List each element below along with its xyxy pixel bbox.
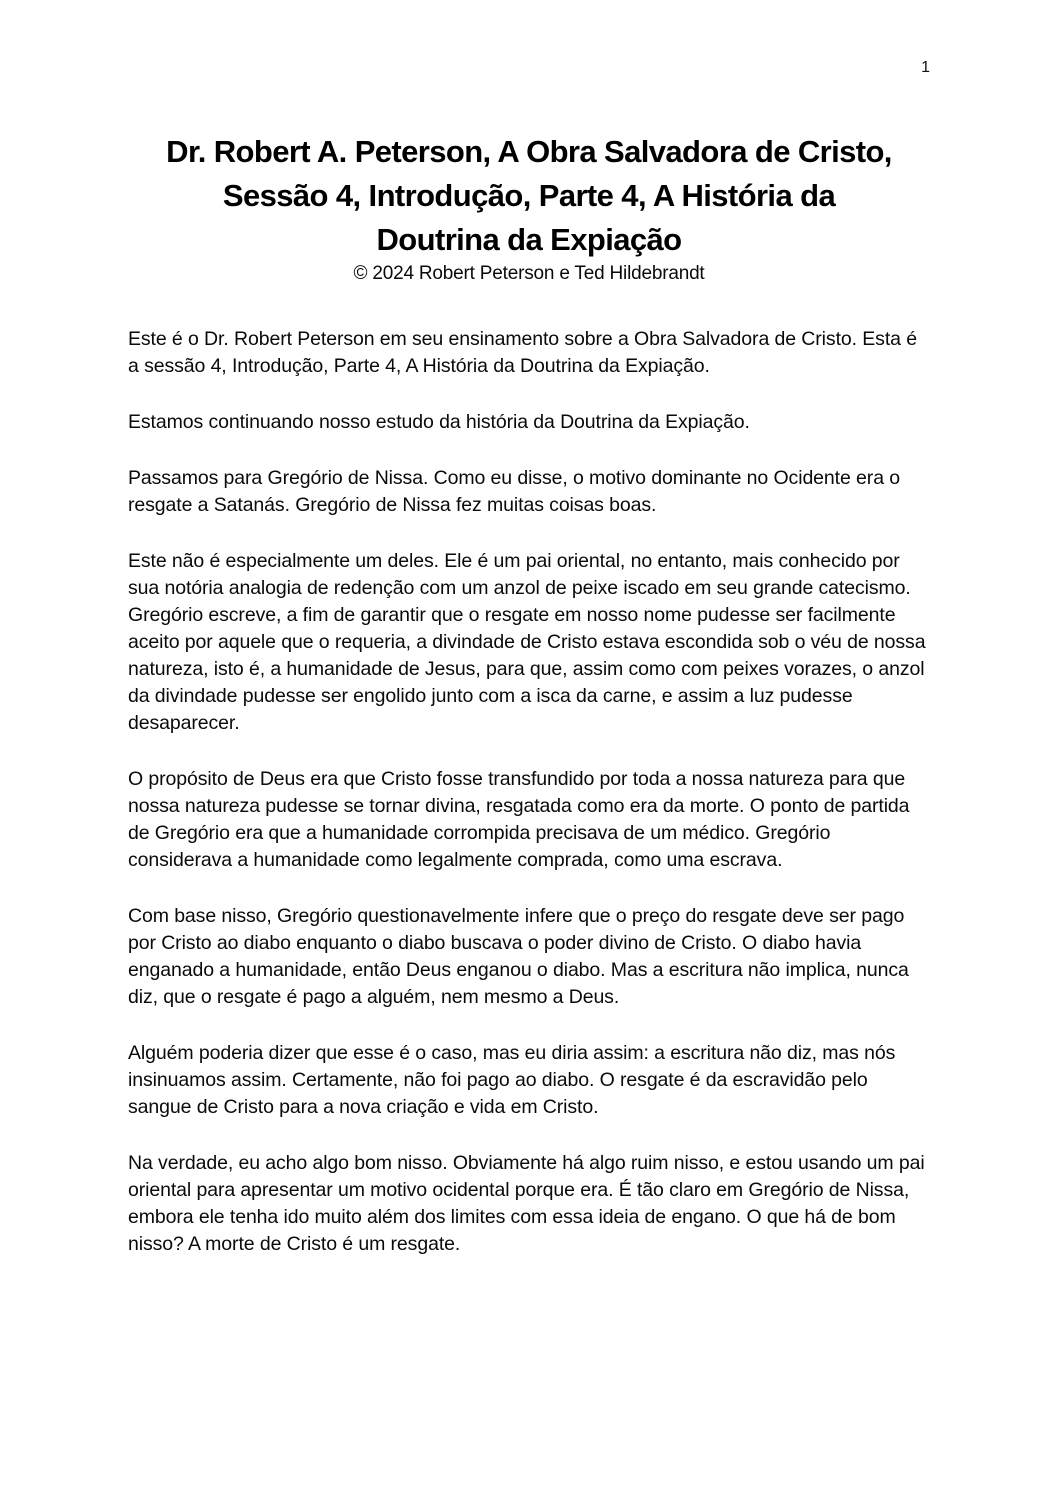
paragraph-7: Alguém poderia dizer que esse é o caso, mas eu diria assim: a escritura não diz, mas nós insinuamos assim. Certamente, não foi pago ao diabo. O resgate é da escravidão pelo sangue de Cristo para a nova criação e vida em Cristo. (128, 1042, 896, 1118)
paragraph-8: Na verdade, eu acho algo bom nisso. Obviamente há algo ruim nisso, e estou usando um pai oriental para apresentar um motivo ocidental porque era. É tão claro em Gregório de Nissa, embora ele tenha ido muito além dos limites com essa ideia de engano. O que há de bom nisso? A morte de Cristo é um resgate. (128, 1152, 925, 1255)
paragraph-2: Estamos continuando nosso estudo da história da Doutrina da Expiação. (128, 411, 750, 433)
paragraph-1: Este é o Dr. Robert Peterson em seu ensinamento sobre a Obra Salvadora de Cristo. Esta é a sessão 4, Introdução, Parte 4, A História da Doutrina da Expiação. (128, 328, 917, 377)
document-title (60, 130, 998, 262)
document-body (128, 326, 930, 1287)
paragraph-4: Este não é especialmente um deles. Ele é um pai oriental, no entanto, mais conhecido por sua notória analogia de redenção com um anzol de peixe iscado em seu grande catecismo. Gregório escreve, a fim de garantir que o resgate em nosso nome pudesse ser facilmente aceito por aquele que o requeria, a divindade de Cristo estava escondida sob o véu de nossa natureza, isto é, a humanidade de Jesus, para que, assim como com peixes vorazes, o anzol da divindade pudesse ser engolido junto com a isca da carne, e assim a luz pudesse desaparecer. (128, 550, 926, 734)
title-line-1: Dr. Robert A. Peterson, A Obra Salvadora de Cristo, (166, 134, 892, 169)
page-number: 1 (921, 59, 930, 76)
paragraph-5: O propósito de Deus era que Cristo fosse transfundido por toda a nossa natureza para que nossa natureza pudesse se tornar divina, resgatada como era da morte. O ponto de partida de Gregório era que a humanidade corrompida precisava de um médico. Gregório considerava a humanidade como legalmente comprada, como uma escrava. (128, 768, 910, 871)
copyright-line: © 2024 Robert Peterson e Ted Hildebrandt (353, 263, 705, 284)
paragraph-6: Com base nisso, Gregório questionavelmente infere que o preço do resgate deve ser pago por Cristo ao diabo enquanto o diabo buscava o poder divino de Cristo. O diabo havia enganado a humanidade, então Deus enganou o diabo. Mas a escritura não implica, nunca diz, que o resgate é pago a alguém, nem mesmo a Deus. (128, 905, 909, 1008)
title-line-3: Doutrina da Expiação (376, 222, 682, 257)
paragraph-3: Passamos para Gregório de Nissa. Como eu disse, o motivo dominante no Ocidente era o resgate a Satanás. Gregório de Nissa fez muitas coisas boas. (128, 467, 901, 516)
title-line-2: Sessão 4, Introdução, Parte 4, A História da (222, 178, 836, 213)
